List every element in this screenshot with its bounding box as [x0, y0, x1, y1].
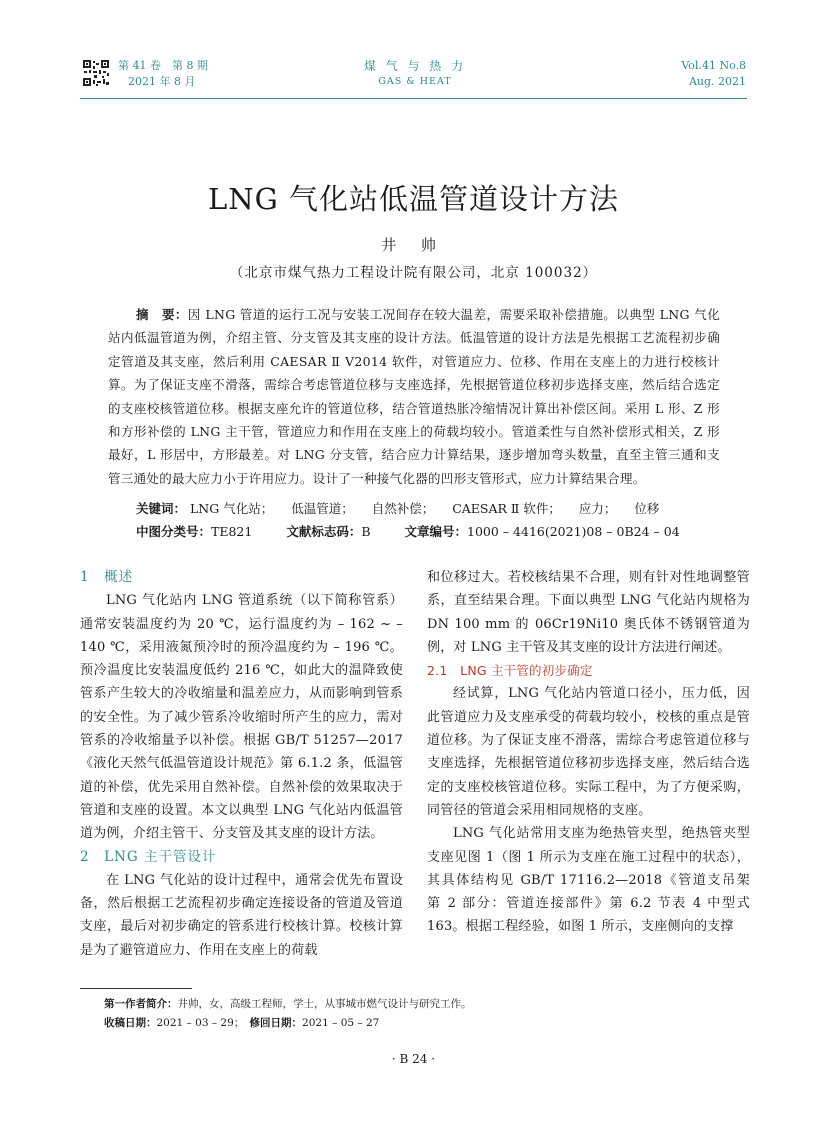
paper-author: 井 帅 [381, 236, 446, 254]
right-column [427, 566, 764, 939]
left-column [80, 566, 403, 962]
clc-value: TE821 [211, 524, 253, 539]
doc-code-value: B [361, 524, 371, 539]
paragraph: 经试算，LNG 气化站内管道口径小，压力低，因此管道应力及支座承受的荷载均较小，校核的重点是管道位移。为了保证支座不滑落，需综合考虑管道位移与支座选择，先根据管道位移初步选择支座，然后结合选定的支座校核管道位移。实际工程中，为了方便采购，同管径的管道会采用相同规格的支座。 [427, 686, 750, 818]
clc-label: 中图分类号： [136, 524, 212, 539]
paragraph: LNG 气化站内 LNG 管道系统（以下简称管系）通常安装温度约为 20 ℃，运行温度约为 – 162 ~ – 140 ℃，采用液氮预冷时的预冷温度约为 – 196 ℃。预冷温度比安装温度低约 216 ℃，如此大的温降致使管系产生较大的冷收缩量和温差应力，从而影响到管系的安全性。为了减少管系冷收缩时所产生的应力，需对管系的冷收缩量予以补偿。根据 GB/T 51257—2017《液化天然气低温管道设计规范》第 6.1.2 条，低温管道的补偿，优先采用自然补偿。自然补偿的效果取决于管道和支座的设置。本文以典型 LNG 气化站内低温管道为例，介绍主管干、分支管及其支座的设计方法。 [80, 593, 403, 842]
header-date-en: Aug. 2021 [688, 75, 746, 88]
article-number-value: 1000 – 4416(2021)08 – 0B24 – 04 [467, 524, 680, 539]
journal-name-block [330, 58, 500, 90]
keywords [136, 497, 659, 520]
paragraph: 在 LNG 气化站的设计过程中，通常会优先布置设备，然后根据工艺流程初步确定连接设备的管道及管道支座，最后对初步确定的管系进行校核计算。校核计算是为了避管道应力、作用在支座上的荷载 [80, 872, 403, 958]
keyword-item: 应力； [578, 501, 617, 516]
revised-label: 修回日期： [249, 1017, 303, 1029]
header-volume-en-block [640, 58, 746, 90]
paper-affiliation: （北京市煤气热力工程设计院有限公司，北京 100032） [229, 265, 598, 281]
qr-code-icon [82, 59, 110, 87]
paragraph: 和位移过大。若校核结果不合理，则有针对性地调整管系，直至结果合理。下面以典型 LNG 气化站内规格为 DN 100 mm 的 06Cr19Ni10 奥氏体不锈钢管道为例，对 LNG 主干管及其支座的设计方法进行阐述。 [427, 570, 750, 655]
footnote-author [104, 995, 472, 1014]
footnote [104, 995, 472, 1033]
keyword-item: CAESAR Ⅱ 软件； [452, 501, 561, 516]
keyword-item: LNG 气化站； [190, 501, 274, 516]
paper-title: LNG 气化站低温管道设计方法 [207, 182, 620, 216]
subsection-heading-2-1: 2.1 LNG 主干管的初步确定 [427, 663, 593, 679]
article-number-label: 文章编号： [404, 524, 468, 539]
paragraph: LNG 气化站常用支座为绝热管夹型，绝热管夹型支座见图 1（图 1 所示为支座在施工过程中的状态），其具体结构见 GB/T 17116.2—2018《管道支吊架 第 2 部分：管道连接部件》第 6.2 节表 4 中型式 163。根据工程经验，如图 1 所示，支座侧向的支撑 [427, 826, 764, 935]
section-heading-1: 1 概述 [80, 569, 134, 585]
keyword-item: 低温管道； [291, 501, 354, 516]
abstract-text: 因 LNG 管道的运行工况与安装工况间存在较大温差，需要采取补偿措施。以典型 LNG 气化站内低温管道为例，介绍主管、分支管及其支座的设计方法。低温管道的设计方法是先根据工艺流程初步确定管道及其支座，然后利用 CAESAR Ⅱ V2014 软件，对管道应力、位移、作用在支座上的力进行校核计算。为了保证支座不滑落，需综合考虑管道位移与支座选择，先根据管道位移初步选择支座，然后结合选定的支座校核管道位移。根据支座允许的管道位移，结合管道热胀冷缩情况计算出补偿区间。采用 L 形、Z 形和方形补偿的 LNG 主干管，管道应力和作用在支座上的荷载均较小。管道柔性与自然补偿形式相关，Z 形最好，L 形居中，方形最差。对 LNG 分支管，结合应力计算结果，逐步增加弯头数量，直至主管三通和支管三通处的最大应力小于许用应力。设计了一种接气化器的凹形支管形式，应力计算结果合理。 [108, 307, 721, 486]
footnote-dates [104, 1014, 472, 1033]
footnote-author-label: 第一作者简介： [104, 998, 178, 1010]
received-date: 2021 – 03 – 29； [156, 1017, 240, 1029]
page-number: · B 24 · [391, 1052, 436, 1066]
header-volume-en: Vol.41 No.8 [681, 59, 746, 72]
header-divider [80, 98, 747, 99]
section-heading-2: 2 LNG 主干管设计 [80, 848, 217, 865]
keywords-label: 关键词： [136, 501, 187, 516]
header-volume-block [118, 58, 208, 90]
received-label: 收稿日期： [104, 1017, 157, 1029]
journal-name-cn: 煤 气 与 热 力 [363, 59, 467, 73]
doc-code-label: 文献标志码： [286, 524, 362, 539]
keyword-item: 自然补偿； [371, 501, 435, 516]
journal-name-en: GAS & HEAT [378, 76, 452, 87]
footnote-divider [80, 988, 192, 989]
abstract-label: 摘 要： [136, 307, 188, 322]
classification-line [136, 520, 680, 543]
header-volume-cn: 第 41 卷 第 8 期 [118, 59, 208, 72]
keyword-item: 位移 [634, 501, 660, 516]
abstract [108, 303, 720, 490]
footnote-author-text: 井帅，女，高级工程师，学士，从事城市燃气设计与研究工作。 [177, 998, 472, 1010]
revised-date: 2021 – 05 – 27 [302, 1017, 380, 1029]
header-date-cn: 2021 年 8 月 [128, 75, 196, 88]
